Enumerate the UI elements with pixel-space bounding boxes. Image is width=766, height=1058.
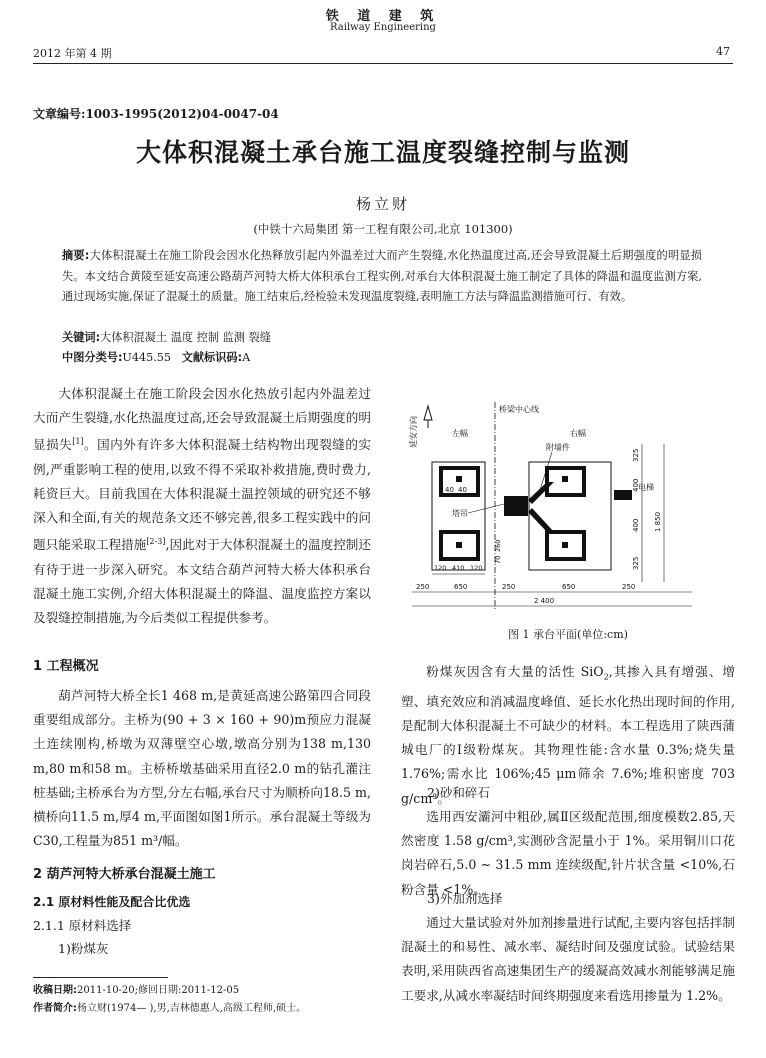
dim-2400: 2 400: [534, 597, 555, 605]
north-direction-label: 延安方向: [409, 416, 418, 448]
issue-label: 2012 年第 4 期: [33, 47, 112, 60]
header-rule: [33, 63, 733, 64]
dim-650-a: 650: [454, 583, 468, 591]
footnote-author: [33, 999, 306, 1014]
article-number-label: 文章编号:: [33, 107, 86, 121]
dim-label-40b: 40: [458, 486, 467, 494]
journal-title-en: Railway Engineering: [330, 22, 436, 33]
keywords: [62, 329, 702, 345]
citation-ref-1: [1]: [72, 437, 84, 447]
tower-crane-base: [504, 496, 528, 516]
keywords-label: 关键词:: [62, 331, 101, 344]
dim-400-a: 400: [632, 478, 640, 492]
dim-250-a: 250: [416, 583, 430, 591]
journal-title-cn: 铁 道 建 筑: [325, 9, 441, 24]
section-1-paragraph: [33, 684, 371, 853]
article-title: 大体积混凝土承台施工温度裂缝控制与监测: [135, 138, 630, 167]
left-lower-void: [456, 542, 462, 548]
right-upper-void: [562, 476, 568, 482]
intro-text-a: 大体积混凝土在施工阶段会因水化热放引起内外温差过大而产生裂缝,水化热温度过高,还会导致混凝土后期强度的明显损失: [33, 386, 371, 453]
citation-ref-2: [2-3]: [146, 537, 166, 547]
received-label: 收稿日期:: [33, 985, 77, 996]
figure-1: [402, 392, 734, 620]
sand-paragraph: [401, 805, 735, 902]
left-upper-void: [456, 476, 462, 482]
wall-tie-label: 附墙件: [546, 443, 570, 452]
tower-crane-label: 塔吊: [452, 509, 468, 518]
left-half-label: 左幅: [452, 429, 468, 438]
section-2-heading: 2 葫芦河特大桥承台混凝土施工: [33, 867, 216, 882]
section-1-text: 葫芦河特大桥全长1 468 m,是黄延高速公路第四合同段重要组成部分。主桥为(90 + 3 × 160 + 90)m预应力混凝土连续刚构,桥墩为双薄壁空心墩,墩高分别为138 m,130 m,80 m和58 m。主桥桥墩基础采用直径2.0 m的钻孔灌注桩基础;主桥承台为方型,分左右幅,承台尺寸为顺桥向18.5 m,横桥向11.5 m,厚4 m,平面图如图1所示。承台混凝土等级为C30,工程量为851 m³/幅。: [33, 688, 371, 849]
abstract: [62, 246, 702, 308]
right-lower-void: [562, 542, 568, 548]
article-number-value: 1003-1995(2012)04-0047-04: [85, 107, 279, 121]
section-1-heading: 1 工程概况: [33, 659, 99, 674]
author-name: 杨立财: [355, 195, 410, 213]
elevator-label: 电梯: [638, 483, 654, 492]
figure-1-caption: 图 1 承台平面(单位:cm): [508, 628, 628, 641]
section-2-1-heading: 2.1 原材料性能及配合比优选: [33, 895, 191, 909]
sio2-subscript: 2: [603, 672, 609, 682]
dim-400-b: 400: [632, 518, 640, 532]
dim-label-40: 40: [445, 486, 454, 494]
intro-text-b: 。国内外有许多大体积混凝土结构物出现裂缝的实例,严重影响工程的使用,以致不得不采取补救措施,费时费力,耗资巨大。目前我国在大体积混凝土温控领域的研究还不够深入和全面,有关的规范条文还不够完善,很多工程实践中的问题只能采取工程措施: [33, 437, 372, 553]
figure-1-diagram: [402, 392, 734, 620]
sand-gravel-item: 2)砂和碎石: [427, 785, 490, 800]
fly-ash-text-b: ,其掺入具有增强、增塑、填充效应和消减温度峰值、延长水化热出现时间的作用,是配制大体积混凝土不可缺少的材料。本工程选用了陕西蒲城电厂的Ⅰ级粉煤灰。其物理性能:含水量 0.3%;烧失量 1.76%;需水比 106%;45 μm筛余 7.6%;堆积密度 703 g/cm³。: [401, 664, 735, 806]
dim-325-top: 325: [632, 448, 640, 462]
dim-120-a: 120: [434, 564, 447, 572]
fly-ash-item: 1)粉煤灰: [58, 941, 109, 956]
author-bio-label: 作者简介:: [33, 1003, 77, 1014]
class-no-label: 中图分类号:: [62, 351, 123, 364]
fly-ash-text-a: 粉煤灰因含有大量的活性 SiO: [426, 664, 604, 679]
right-half-label: 右幅: [570, 429, 586, 438]
sand-text: 选用西安灞河中粗砂,属Ⅱ区级配范围,细度模数2.85,天然密度 1.58 g/cm³,实测砂含泥量小于 1%。采用铜川口花岗岩碎石,5.0 ~ 31.5 mm 连续级配,针片状含量 <10%,石粉含量 <1%。: [401, 809, 735, 897]
elevator-block: [614, 490, 632, 500]
dim-410: 410: [452, 564, 465, 572]
admixture-text: 通过大量试验对外加剂掺量进行试配,主要内容包括拌制混凝土的和易性、减水率、凝结时间及强度试验。试验结果表明,采用陕西省高速集团生产的缓凝高效减水剂能够满足施工要求,从减水率凝结时间终期强度来看选用掺量为 1.2%。: [401, 915, 735, 1003]
author-bio: 杨立财(1974— ),男,吉林德惠人,高级工程师,硕士。: [77, 1003, 307, 1014]
intro-text-c: ,因此对于大体积混凝土的温度控制还有待于进一步深入研究。本文结合葫芦河特大桥大体积承台混凝土施工实例,介绍大体积混凝土的降温、温度监控方案以及裂缝控制措施,为今后类似工程提供参考。: [33, 537, 371, 626]
dim-325-bottom: 325: [632, 556, 640, 570]
footnote-rule: [33, 977, 168, 978]
dim-120-b: 120: [470, 564, 483, 572]
affiliation: (中铁十六局集团 第一工程有限公司,北京 101300): [253, 222, 513, 236]
class-no-value: U445.55: [122, 351, 171, 364]
dim-250-b: 250: [502, 583, 516, 591]
received-dates: 2011-10-20;修回日期:2011-12-05: [77, 985, 240, 996]
section-2-1-1-heading: 2.1.1 原材料选择: [33, 918, 132, 933]
classification: [62, 349, 702, 365]
keywords-text: 大体积混凝土 温度 控制 监测 裂缝: [100, 331, 271, 344]
dim-70: 70: [494, 555, 502, 564]
wall-tie-lower: [528, 508, 554, 532]
article-number: [33, 105, 279, 122]
dim-250-c: 250: [622, 583, 636, 591]
doc-code-value: A: [242, 351, 251, 364]
footnote-received: [33, 981, 239, 996]
doc-code-label: 文献标识码:: [181, 351, 243, 364]
dim-650-b: 650: [562, 583, 576, 591]
centerline-label: 桥梁中心线: [499, 405, 539, 414]
intro-paragraph: [33, 382, 371, 630]
north-arrow-icon: [424, 406, 432, 420]
abstract-label: 摘要:: [62, 249, 90, 262]
admixture-item: 3)外加剂选择: [427, 891, 503, 906]
abstract-text: 大体积混凝土在施工阶段会因水化热释放引起内外温差过大而产生裂缝,水化热温度过高,还会导致混凝土后期强度的明显损失。本文结合黄陵至延安高速公路葫芦河特大桥大体积承台工程实例,对承台大体积混凝土施工制定了具体的降温和温度监测方案,通过现场实施,保证了混凝土的质量。施工结束后,经检验未发现温度裂缝,表明施工方法与降温监测措施可行、有效。: [62, 249, 702, 303]
admixture-paragraph: [401, 911, 735, 1008]
dim-1850: 1 850: [654, 511, 662, 532]
dim-260: 260: [494, 539, 502, 552]
page-number: 47: [716, 45, 730, 58]
